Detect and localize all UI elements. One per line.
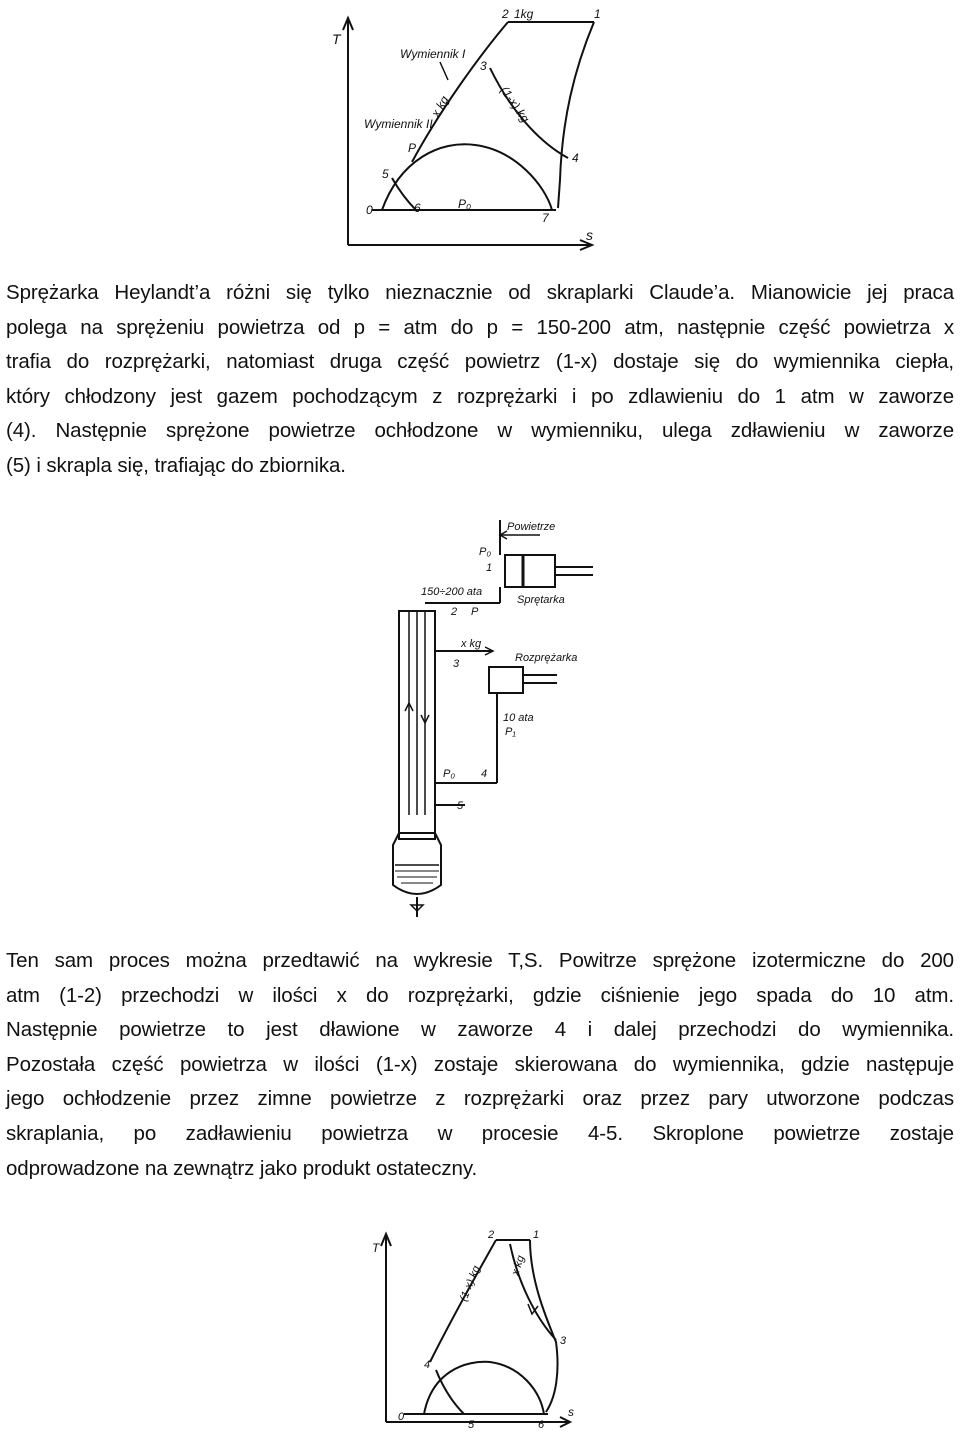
label-spretarka: Sprętarka [517, 594, 565, 606]
paragraph-2-line: atm (1-2) przechodzi w ilości x do rozprężarki, gdzie ciśnienie jego spada do 10 atm. [6, 983, 954, 1007]
paragraph-1-line: (5) i skrapla się, trafiając do zbiornika. [6, 453, 346, 477]
point-label-0: 0 [398, 1411, 405, 1423]
label-4: 4 [481, 768, 488, 780]
t-axis-label: T [332, 31, 341, 47]
point-label-6: 6 [538, 1419, 545, 1431]
apparatus-diagram [365, 515, 605, 920]
paragraph-1-line: który chłodzony jest gazem pochodzącym z rozprężarki i po zdlawieniu do 1 atm w zaworze [6, 384, 954, 408]
wymiennik1-pointer [440, 62, 448, 80]
paragraph-2 [6, 944, 954, 1186]
expander-cylinder [489, 667, 523, 693]
label-3: 3 [453, 658, 460, 670]
label-xkg: x kg [461, 638, 482, 650]
throttle-line [392, 178, 416, 210]
paragraph-2-line: Następnie powietrze to jest dławione w zaworze 4 i dalej przechodzi do wymiennika. [6, 1018, 954, 1042]
label-xkg: x kg [509, 1254, 528, 1277]
paragraph-2-line: Ten sam proces można przedtawić na wykresie T,S. Powitrze sprężone izotermiczne do 200 [6, 949, 954, 972]
point-label-2: 2 [488, 1229, 495, 1241]
isobar-p [412, 22, 508, 162]
paragraph-1-line: polega na sprężeniu powietrza od p = atm do p = 150-200 atm, następnie część powietrza x [6, 315, 954, 339]
t-axis-label: T [372, 1241, 380, 1255]
paragraph-2-line: Pozostała część powietrza w ilości (1-x) zostaje skierowana do wymiennika, gdzie następuje [6, 1052, 954, 1076]
point-label-6: 6 [414, 201, 421, 215]
point-label-7: 7 [542, 211, 549, 225]
ts-diagram-2-svg [370, 1222, 590, 1432]
label-xkg: x kg [428, 93, 452, 120]
paragraph-1 [6, 276, 954, 484]
wymiennik2-label: Wymiennik II [364, 117, 433, 131]
label-5: 5 [457, 800, 464, 812]
point-label-4: 4 [572, 151, 579, 165]
label-pressure: 150÷200 ata [421, 586, 483, 598]
ts-diagram-1 [330, 0, 620, 250]
label-p0-bottom: P₀ [443, 768, 455, 780]
paragraph-2-line: skraplania, po zadławieniu powietrza w procesie 4-5. Skroplone powietrze zostaje [6, 1121, 954, 1145]
s-axis-label: s [568, 1405, 574, 1419]
label-1: 1 [486, 562, 493, 574]
paragraph-1-line: trafia do rozprężarki, natomiast druga część powietrz (1-x) dostaje się do wymiennika ciepła, [6, 350, 954, 374]
point-label-0: 0 [366, 203, 373, 217]
compressor-cylinder [505, 555, 555, 587]
ts-diagram-1-svg [330, 0, 620, 250]
label-p0: P₀ [458, 197, 472, 211]
point-label-5: 5 [382, 167, 389, 181]
paragraph-1-line: (4). Następnie sprężone powietrze ochłodzone w wymienniku, ulega zdławieniu w zaworze [6, 419, 954, 443]
paragraph-1-line: Sprężarka Heylandt’a różni się tylko nieznacznie od skraplarki Claude’a. Mianowicie jej praca [6, 281, 954, 304]
isobar-p0 [558, 22, 594, 208]
paragraph-2-line: jego ochłodzenie przez zimne powietrze z rozprężarki oraz przez pary utworzone podczas [6, 1087, 954, 1111]
label-p: P [471, 606, 479, 618]
point-label-1: 1 [533, 1229, 540, 1241]
separator-vessel [393, 833, 441, 894]
point-label-2: 2 [502, 7, 509, 21]
apparatus-svg [365, 515, 605, 920]
label-2: 2 [451, 606, 458, 618]
label-p0: P₀ [479, 546, 491, 558]
label-1mxkg: (1-x) kg [457, 1264, 483, 1304]
label-10ata: 10 ata [503, 712, 534, 724]
point-label-4: 4 [424, 1359, 431, 1371]
point-label-1: 1 [594, 7, 601, 21]
s-axis-label: s [586, 227, 593, 243]
label-p: P [408, 141, 417, 155]
point-label-3: 3 [480, 59, 487, 73]
wymiennik1-label: Wymiennik I [400, 47, 466, 61]
label-p1: P₁ [505, 726, 516, 738]
label-1kg: 1kg [514, 7, 534, 21]
label-rozprezarka: Rozprężarka [515, 652, 578, 664]
saturation-dome [424, 1362, 544, 1414]
label-powietrze: Powietrze [507, 521, 556, 533]
point-label-5: 5 [468, 1419, 475, 1431]
point-label-3: 3 [560, 1335, 567, 1347]
throttle-line [436, 1370, 464, 1414]
ts-diagram-2 [370, 1222, 590, 1432]
paragraph-2-line: odprowadzone na zewnątrz jako produkt ostateczny. [6, 1156, 478, 1180]
label-1mxkg: (1-x) kg [497, 83, 533, 126]
